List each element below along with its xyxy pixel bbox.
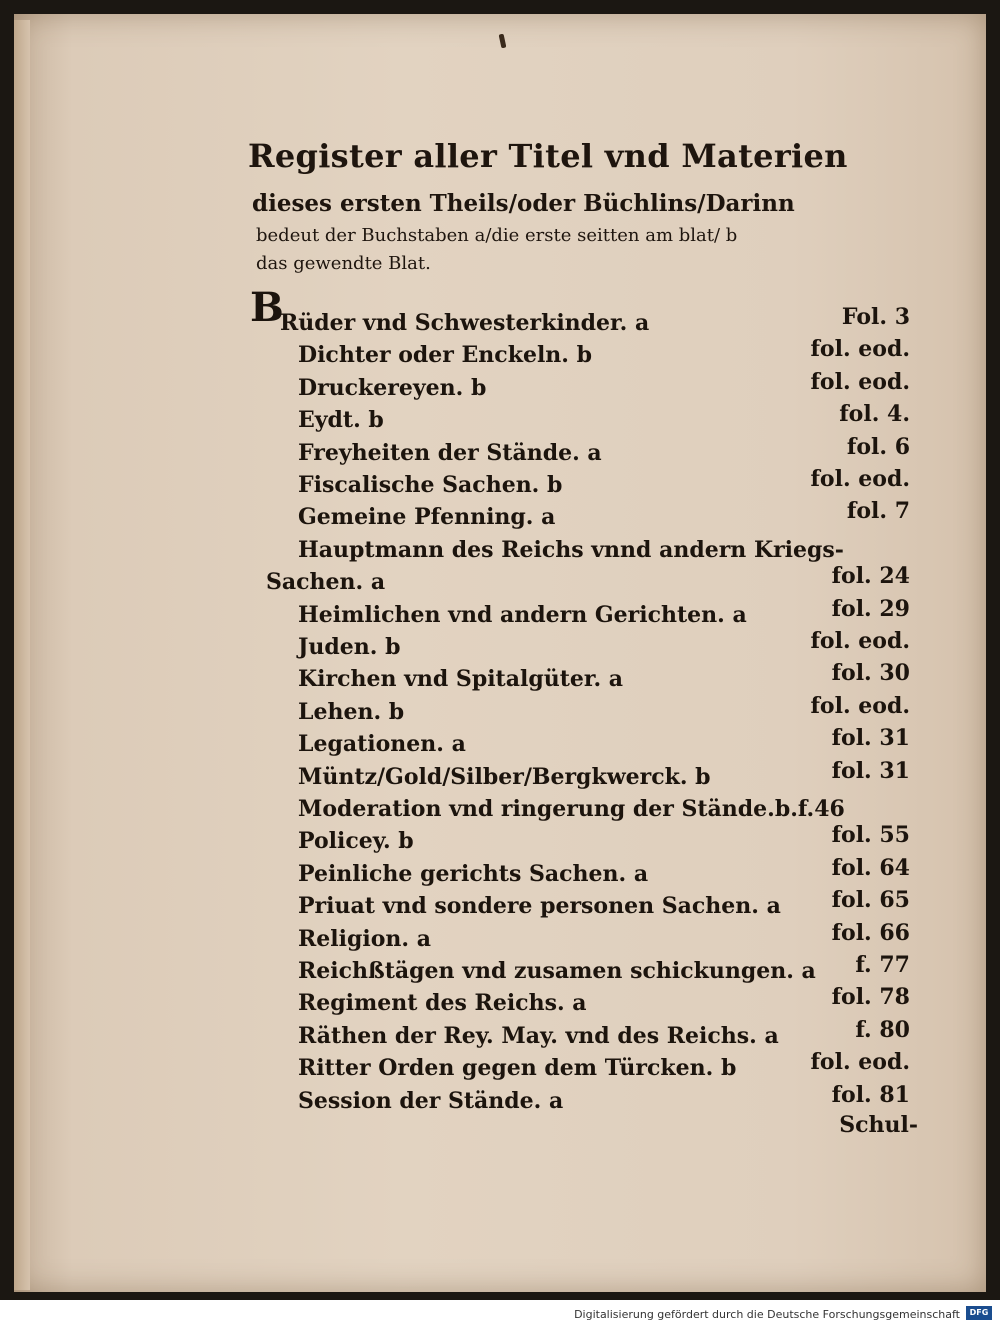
entry-label: Religion. a bbox=[298, 925, 431, 952]
footer-bar bbox=[0, 1300, 1000, 1324]
entry-label: Session der Stände. a bbox=[298, 1087, 564, 1114]
register-entry bbox=[250, 725, 920, 763]
entry-label: Reichßtägen vnd zusamen schickungen. a bbox=[298, 958, 816, 984]
entry-label: Policey. b bbox=[298, 828, 414, 855]
register-entry bbox=[250, 692, 920, 731]
register-entry bbox=[250, 537, 920, 569]
register-entry bbox=[250, 628, 920, 666]
register-entry bbox=[250, 796, 920, 828]
entry-label: Legationen. a bbox=[298, 731, 466, 758]
entry-folio: fol. eod. bbox=[810, 368, 910, 395]
entry-label: Dichter oder Enckeln. b bbox=[298, 342, 592, 369]
register-entry bbox=[250, 466, 920, 504]
entry-folio: fol. 55 bbox=[831, 822, 910, 849]
entry-label: Müntz/Gold/Silber/Bergkwerck. b bbox=[298, 763, 711, 790]
entry-label: Peinliche gerichts Sachen. a bbox=[298, 860, 649, 887]
entry-folio: fol. 31 bbox=[831, 725, 910, 752]
title-line-1: Register aller Titel vnd Materien bbox=[248, 137, 848, 175]
register-entry bbox=[250, 887, 920, 925]
entry-folio: fol. 78 bbox=[831, 984, 910, 1011]
entry-label: Hauptmann des Reichs vnnd andern Kriegs- bbox=[298, 536, 844, 563]
entry-folio: fol. 30 bbox=[831, 660, 910, 687]
entry-label: Lehen. b bbox=[298, 698, 405, 725]
register-entry bbox=[250, 401, 920, 439]
title-line-2: dieses ersten Theils/oder Büchlins/Darinn bbox=[252, 190, 795, 217]
entry-label: Priuat vnd sondere personen Sachen. a bbox=[298, 893, 781, 920]
entry-label: Ritter Orden gegen dem Türcken. b bbox=[298, 1055, 737, 1082]
entry-label: Fiscalische Sachen. b bbox=[298, 472, 563, 498]
register-entry bbox=[250, 952, 920, 990]
entry-label: Eydt. b bbox=[298, 407, 384, 434]
entry-folio: fol. eod. bbox=[810, 466, 910, 492]
entry-label: Juden. b bbox=[298, 634, 401, 660]
entry-label: Räthen der Rey. May. vnd des Reichs. a bbox=[298, 1022, 779, 1049]
entry-folio: fol. 6 bbox=[846, 433, 910, 460]
entry-label: Kirchen vnd Spitalgüter. a bbox=[298, 666, 624, 693]
decorated-initial: B bbox=[250, 284, 284, 331]
entry-folio: Fol. 3 bbox=[841, 304, 910, 330]
footer-credit: Digitalisierung gefördert durch die Deutsche Forschungsgemeinschaft bbox=[574, 1308, 960, 1321]
entry-folio: fol. eod. bbox=[810, 1049, 910, 1076]
register-entry bbox=[250, 1081, 920, 1120]
entry-folio: fol. 65 bbox=[831, 887, 910, 914]
entry-label: Rüder vnd Schwesterkinder. a bbox=[280, 310, 650, 336]
entry-label: Heimlichen vnd andern Gerichten. a bbox=[298, 601, 747, 628]
entry-label: Regiment des Reichs. a bbox=[298, 990, 587, 1017]
entry-folio: fol. eod. bbox=[810, 692, 910, 719]
dfg-logo: DFG bbox=[966, 1306, 992, 1320]
page-edge bbox=[14, 20, 30, 1290]
entry-folio: fol. 29 bbox=[831, 595, 910, 622]
entry-folio: fol. eod. bbox=[810, 336, 910, 363]
register-entry bbox=[250, 757, 920, 796]
entry-folio: fol. 31 bbox=[831, 757, 910, 784]
title-line-4: das gewendte Blat. bbox=[256, 253, 431, 274]
register-entry bbox=[250, 919, 920, 958]
entry-label: Druckereyen. b bbox=[298, 374, 487, 401]
register-entry bbox=[250, 563, 920, 601]
entry-folio: fol. 64 bbox=[831, 854, 910, 881]
register-entry bbox=[250, 854, 920, 893]
entry-label: Moderation vnd ringerung der Stände.b.f.46 bbox=[298, 796, 845, 822]
register-entry bbox=[250, 1049, 920, 1087]
entry-folio: f. 77 bbox=[855, 952, 910, 978]
entry-folio: fol. 7 bbox=[846, 498, 910, 525]
entry-folio: f. 80 bbox=[855, 1016, 910, 1043]
entry-label: Sachen. a bbox=[266, 569, 386, 596]
register-title bbox=[248, 137, 918, 274]
entry-label: Gemeine Pfenning. a bbox=[298, 504, 556, 531]
register-entry bbox=[250, 498, 920, 536]
register-entry bbox=[250, 368, 920, 407]
title-line-3: bedeut der Buchstaben a/die erste seitten am blat/ b bbox=[256, 225, 738, 246]
entry-label: Freyheiten der Stände. a bbox=[298, 439, 602, 466]
entry-folio: fol. 81 bbox=[831, 1081, 910, 1108]
entry-folio: fol. 24 bbox=[831, 563, 910, 590]
entry-folio: fol. eod. bbox=[810, 628, 910, 654]
entry-folio: fol. 4. bbox=[839, 401, 910, 428]
catchword: Schul- bbox=[839, 1112, 918, 1138]
entry-folio: fol. 66 bbox=[831, 919, 910, 946]
register-entry bbox=[250, 984, 920, 1022]
register-entry bbox=[250, 822, 920, 860]
